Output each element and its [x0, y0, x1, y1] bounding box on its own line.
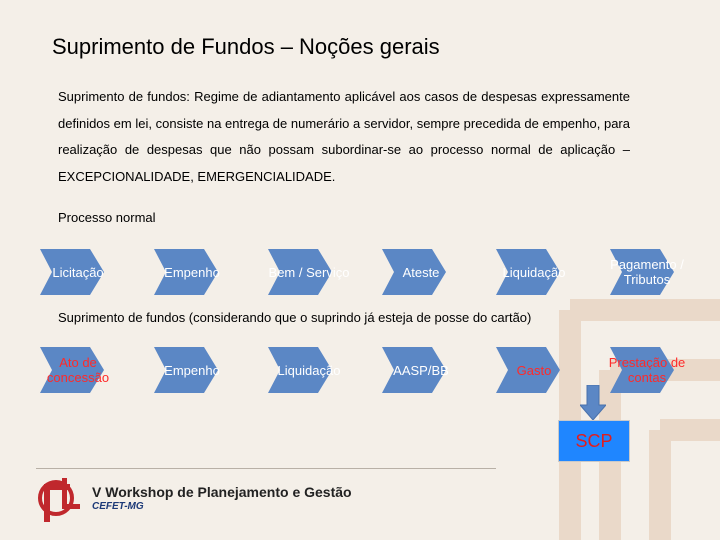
normal-process-label: Processo normal	[58, 210, 156, 225]
step-prestacao-contas: Prestação de contas	[608, 355, 686, 385]
step-aasp-bb: AASP/BB	[393, 362, 449, 378]
step-empenho-sf: Empenho	[164, 362, 220, 378]
scp-box: SCP	[558, 420, 630, 462]
step-bem-servico: Bem / Serviço	[268, 264, 350, 280]
footer-subtitle: CEFET-MG	[92, 501, 144, 512]
definition-text: Regime de adiantamento aplicável aos casos de despesas expressamente definidos em lei, consiste na entrega de numerário a servidor, sempre precedida de empenho, para realização de despesas que não possam subordinar-se ao processo normal de aplicação – EXCEPCIONALIDADE, EMERGENCIALIDADE.	[58, 89, 630, 184]
step-empenho: Empenho	[164, 264, 220, 280]
definition-paragraph	[58, 84, 630, 190]
down-arrow-icon	[580, 385, 606, 421]
step-licitacao: Licitação	[52, 264, 104, 280]
step-ateste: Ateste	[402, 264, 440, 280]
step-liquidacao: Liquidação	[502, 264, 566, 280]
footer-title: V Workshop de Planejamento e Gestão	[92, 484, 352, 500]
step-gasto: Gasto	[516, 362, 552, 378]
footer-divider	[36, 468, 496, 469]
cefet-logo-icon	[36, 474, 86, 526]
page-title: Suprimento de Fundos – Noções gerais	[52, 34, 440, 59]
supply-process-label: Suprimento de fundos (considerando que o suprindo já esteja de posse do cartão)	[58, 310, 532, 325]
step-pagamento: Pagamento / Tributos	[610, 257, 684, 287]
step-ato-concessao: Ato de concessão	[46, 355, 110, 385]
definition-term: Suprimento de fundos:	[58, 89, 190, 104]
step-liquidacao-sf: Liquidação	[277, 362, 341, 378]
